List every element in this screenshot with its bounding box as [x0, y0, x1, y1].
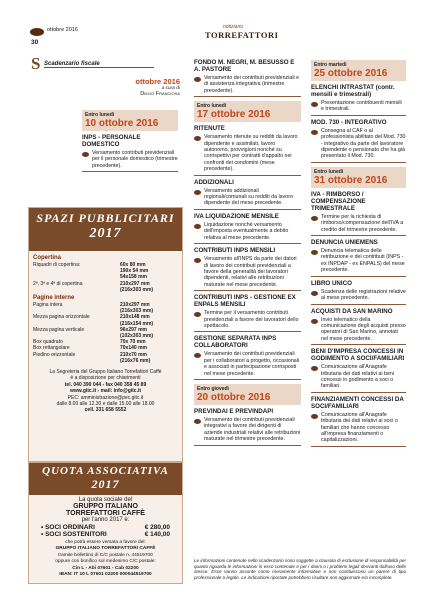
deadline-item	[194, 222, 301, 241]
divider	[311, 276, 406, 277]
membership-box	[28, 462, 183, 584]
deadline-item	[311, 214, 406, 233]
soci-ordinari-label: • SOCI ORDINARI	[41, 524, 95, 531]
ad-size-label: 2ª, 3ª e 4ª di copertina	[33, 280, 83, 287]
deadline-item-text: Presentazione contribuenti mensili e trimestrali.	[321, 100, 402, 113]
coffee-bean-icon	[311, 102, 318, 107]
ad-size-label: Piedino orizzontale	[33, 351, 76, 358]
deadline-item	[82, 150, 178, 169]
deadline-item-text: Versamento dei contributi previdenziali integrativi a favore dei dirigenti di aziende industriali relativi alle retribuzioni maturate nel trimestre precedente.	[204, 416, 301, 443]
info-line: cell. 331 658 5552	[84, 407, 127, 414]
coffee-bean-icon	[194, 224, 201, 229]
deadline-weekday: Entro lunedì	[85, 112, 115, 118]
deadline-date-box	[311, 60, 406, 81]
divider	[311, 344, 406, 345]
deadline-date: 20 ottobre 2016	[197, 391, 271, 403]
byline-month: ottobre 2016	[135, 77, 180, 86]
deadline-item-text: Invio telematico della comunicazione degli acquisti presso operatori di San Marino, annotati nel mese precedente.	[321, 316, 406, 342]
ad-size-value: 210x70 mm	[120, 351, 147, 358]
column-2	[194, 56, 301, 448]
deadline-date: 31 ottobre 2016	[314, 174, 388, 186]
banner-s-icon: S	[31, 54, 41, 73]
deadline-weekday: Entro martedì	[314, 62, 347, 68]
deadline-item	[194, 351, 301, 377]
info-line: La Segreteria del Gruppo Italiano Torrefattori Caffè	[49, 369, 162, 376]
interne-label: Pagine interne	[33, 295, 75, 302]
deadline-item-text: Consegna al CAF o al professionista abilitato del Mod. 730 - integrativo da parte del lavoratore dipendente o pensionato che ha già presentato il Mod. 730.	[321, 127, 406, 160]
coffee-bean-icon	[311, 414, 318, 419]
deadline-item	[194, 75, 301, 94]
divider	[311, 446, 406, 447]
deadline-item	[194, 417, 301, 443]
deadline-heading: CONTRIBUTI INPS MENSILI	[194, 247, 276, 255]
divider	[194, 331, 301, 332]
deadline-item-text: Versamento dei contributi previdenziali e di assistenza integrativa (trimestre precedente).	[204, 75, 300, 94]
column-1	[82, 106, 178, 174]
ad-spaces-title: SPAZI PUBBLICITARI 2017	[29, 208, 182, 251]
deadline-item	[311, 128, 406, 160]
info-line: PEC: amministrazione@pec.gitc.it	[67, 394, 144, 401]
deadline-heading: CONTRIBUTI INPS - GESTIONE EX ENPALS MENSILI	[194, 294, 296, 309]
coffee-bean-icon	[30, 28, 44, 36]
deadline-heading: LIBRO UNICO	[311, 279, 352, 287]
deadline-weekday: Entro giovedì	[197, 385, 229, 392]
coffee-bean-icon	[194, 190, 201, 195]
deadline-date-box	[194, 384, 301, 405]
info-line: dalle 8.00 alle 12.30 e dalle 15.00 alle 18.00	[56, 401, 155, 408]
divider	[311, 115, 406, 116]
ad-spaces-box	[28, 207, 183, 462]
deadline-item	[194, 188, 301, 207]
info-line: Cin L - Abi 07601 - Cab 02200	[72, 565, 139, 571]
deadline-heading: IVA LIQUIDAZIONE MENSILE	[194, 212, 279, 220]
deadline-heading: FINANZIAMENTI CONCESSI DA SOCI/FAMILIARI	[311, 395, 404, 410]
ad-size-label: Pagina intera	[33, 302, 63, 309]
deadline-item	[311, 364, 406, 390]
deadline-item-text: Denuncia telematica delle retribuzione e dei contributi (INPS - ex INPDAP - ex ENPALS) del mese precedente.	[321, 248, 405, 274]
deadline-date-box	[194, 101, 301, 122]
coffee-bean-icon	[82, 152, 89, 157]
deadline-heading: PREVINDAI E PREVINDAPI	[194, 407, 274, 415]
deadline-date: 17 ottobre 2016	[197, 109, 271, 121]
deadline-heading: BENI D'IMPRESA CONCESSI IN GODIMENTO A SOCI/FAMILIARI	[311, 348, 405, 363]
deadline-item	[311, 317, 406, 343]
ad-size-value: (216x76 mm)	[120, 357, 151, 364]
divider	[311, 304, 406, 305]
deadline-item-text: Versamento addizionali regionali/comunali su redditi da lavoro dipendente del mese precedente.	[204, 187, 293, 207]
ad-size-label	[33, 287, 120, 293]
deadline-weekday: Entro lunedì	[314, 168, 344, 175]
deadline-heading: FONDO M. NEGRI, M. BESUSSO E A. PASTORE	[194, 59, 295, 73]
ad-size-value: (216x154 mm)	[120, 320, 154, 327]
info-line: oppure con bonifico sul medesimo C/C postale:	[55, 559, 156, 565]
quota-line2: GRUPPO ITALIANO	[73, 503, 138, 510]
logo-top: notiziario	[223, 24, 244, 30]
divider	[194, 290, 301, 291]
deadline-item	[194, 134, 301, 172]
membership-title: QUOTA ASSOCIATIVA 2017	[29, 463, 182, 495]
info-line: che potrà essere versata a favore del:	[65, 540, 146, 545]
deadline-date: 10 ottobre 2016	[85, 118, 159, 129]
deadline-item-text: Termine per il versamento contributi previdenziali a favore dei lavoratori dello spettacolo.	[204, 310, 299, 329]
coffee-bean-icon	[194, 136, 201, 141]
deadline-heading: RITENUTE	[194, 125, 225, 133]
deadline-heading: ADDIZIONALI	[194, 178, 234, 186]
info-line: tramite bollettino di C/C postale n. 44519700	[58, 552, 153, 558]
quota-line1: La quota sociale del	[78, 497, 133, 503]
info-line: IBAN: IT 10 L 07601 02200 000044519700	[59, 572, 152, 578]
divider	[194, 379, 301, 380]
deadline-heading: GESTIONE SEPARATA INPS COLLABORATORI	[194, 335, 277, 350]
coffee-bean-icon	[194, 312, 201, 317]
ad-size-value: 210x297 mm	[120, 280, 150, 287]
ad-size-row	[33, 358, 178, 364]
deadline-heading: INPS - PERSONALE DOMESTICO	[82, 134, 141, 148]
quota-line3: TORREFATTORI CAFFÈ	[66, 510, 145, 517]
header-date: ottobre 2016	[47, 27, 78, 33]
deadline-item-text: Versamento all'INPS da parte dei datori di lavoro dei contributi previdenziali a favore della generalità dei lavoratori dipendenti, relativi alle retribuzioni maturate nel mese precedente.	[204, 256, 297, 288]
deadline-date-box	[311, 167, 406, 188]
divider	[194, 175, 301, 176]
deadline-date: 25 ottobre 2016	[314, 68, 388, 79]
coffee-bean-icon	[194, 353, 201, 358]
info-line: è a disposizione per chiarimenti	[70, 375, 141, 382]
deadline-item-text: Scadenza delle registrazioni relative al mese precedente.	[321, 288, 406, 302]
column-3	[311, 56, 406, 449]
byline-author: Diego Franciosa	[140, 91, 180, 97]
ad-size-value: (102x303 mm)	[120, 333, 154, 340]
divider	[194, 243, 301, 244]
soci-ordinari-value: € 280,00	[144, 524, 170, 531]
soci-sostenitori-label: • SOCI SOSTENITORI	[41, 531, 107, 538]
ad-size-value: 54x158 mm	[120, 274, 147, 281]
page-number: 30	[31, 39, 39, 46]
coffee-bean-icon	[311, 366, 318, 371]
coffee-bean-icon	[311, 250, 318, 255]
ad-size-label: Mezza pagina orizzontale	[33, 314, 90, 321]
ad-size-row	[33, 287, 178, 293]
deadline-heading: IVA - RIMBORSO / COMPENSAZIONE TRIMESTRALE	[311, 190, 366, 212]
ad-size-label: Box rettangolare	[33, 345, 70, 352]
byline-by: a cura di	[161, 86, 180, 91]
info-line: tel. 040 390 044 - fax 040 358 45 89	[64, 381, 147, 388]
info-line: GRUPPO ITALIANO TORREFATTORI CAFFÈ	[55, 546, 156, 552]
ad-size-label: Mezza pagina verticale	[33, 326, 85, 333]
ad-size-label: Box quadrato	[33, 339, 63, 346]
deadline-heading: DENUNCIA UNIEMENS	[311, 239, 378, 247]
deadline-heading: MOD. 730 - INTEGRATIVO	[311, 118, 387, 126]
ad-size-value: (216x303 mm)	[120, 286, 154, 293]
ad-size-value: 60x 80 mm	[120, 262, 146, 268]
divider	[194, 209, 301, 210]
coffee-bean-icon	[194, 419, 201, 424]
ad-size-label	[33, 358, 120, 364]
coffee-bean-icon	[311, 291, 318, 296]
deadline-weekday: Entro lunedì	[197, 103, 227, 110]
ad-size-value: 70x140 mm	[120, 345, 147, 352]
deadline-item-text: Liquidazione nonché versamento dell'imposta eventualmente a debito relativa al mese precedente.	[204, 221, 289, 241]
ad-size-label: Riquadri di copertina:	[33, 262, 81, 268]
deadline-item-text: Termine per la richiesta di rimborso/compensazione dell'IVA a credito del trimestre precedente.	[321, 213, 404, 233]
soci-sostenitori-value: € 140,00	[144, 531, 170, 538]
ad-size-value: 70x 70 mm	[120, 339, 146, 346]
deadline-item	[311, 100, 406, 113]
divider	[194, 445, 301, 446]
coffee-bean-icon	[311, 319, 318, 324]
deadline-item-text: Versamento contributi previdenziali per il personale domestico (trimestre precedente).	[92, 150, 178, 169]
divider	[82, 171, 178, 172]
header	[0, 0, 427, 50]
footer-disclaimer: Le informazioni contenute nello scadenzario sono soggette a clausola di esclusione di responsabilità per quanto riguarda le informazioni in esso contenute e per i danni o i problemi legali derivanti dall'uso delle stesse. Esse vanno assunte come meramente informative e non costituiscono un parere di tipo professionale o legale. Le indicazioni riportate potrebbero risultare non aggiornate e/o incomplete.	[194, 558, 406, 580]
deadline-item	[194, 310, 301, 329]
coffee-bean-icon	[311, 216, 318, 221]
deadline-item-text: Comunicazione all'Anagrafe tributaria dei dati relativi ai soci o familiari che hanno concesso all'impresa finanziamenti o capitalizzazioni.	[321, 411, 398, 444]
coffee-bean-icon	[194, 77, 201, 82]
coffee-bean-icon	[194, 258, 201, 263]
deadline-item-text: Versamento ritenute su redditi da lavoro dipendente e assimilati, lavoro autonomo, provvigioni nonché su corrispettivi per contratti d'appalto nei confronti dei condomini (mese precedente).	[204, 134, 298, 173]
banner-title: Scadenzario fiscale	[44, 61, 154, 68]
deadline-heading: ACQUISTI DA SAN MARINO	[311, 307, 393, 315]
byline	[105, 77, 180, 97]
logo: TORREFATTORI	[205, 30, 279, 40]
quota-line4: per l'anno 2017 è:	[81, 517, 130, 523]
divider	[311, 392, 406, 393]
ad-size-value: 190x 54 mm	[120, 268, 149, 275]
deadline-item	[311, 412, 406, 444]
deadline-item-text: Comunicazione all'Anagrafe tributaria dei dati relativi ai beni concessi in godimento a soci o familiari.	[321, 364, 395, 390]
divider	[311, 162, 406, 163]
coffee-bean-icon	[311, 130, 318, 135]
ad-size-value: 210x148 mm	[120, 314, 150, 321]
info-line: www.gitc.it - mail: info@gitc.it	[69, 388, 142, 395]
ad-size-value: (216x303 mm)	[120, 308, 154, 315]
deadline-item	[311, 289, 406, 302]
deadline-date-box	[82, 110, 178, 131]
divider	[311, 235, 406, 236]
deadline-item	[311, 248, 406, 274]
copertina-label: Copertina	[33, 255, 62, 261]
section-banner	[31, 56, 155, 72]
deadline-heading: ELENCHI INTRASTAT (contr. mensili e trimestrali)	[311, 84, 395, 98]
deadline-item-text: Versamento dei contributi previdenziali per i collaboratori a progetto, occasionali e associati in partecipazione corrisposti nel mese precedente.	[204, 351, 300, 377]
deadline-item	[194, 256, 301, 288]
ad-size-value: 210x297 mm	[120, 302, 150, 309]
ad-size-value: 96x297 mm	[120, 326, 147, 333]
divider	[194, 96, 301, 97]
